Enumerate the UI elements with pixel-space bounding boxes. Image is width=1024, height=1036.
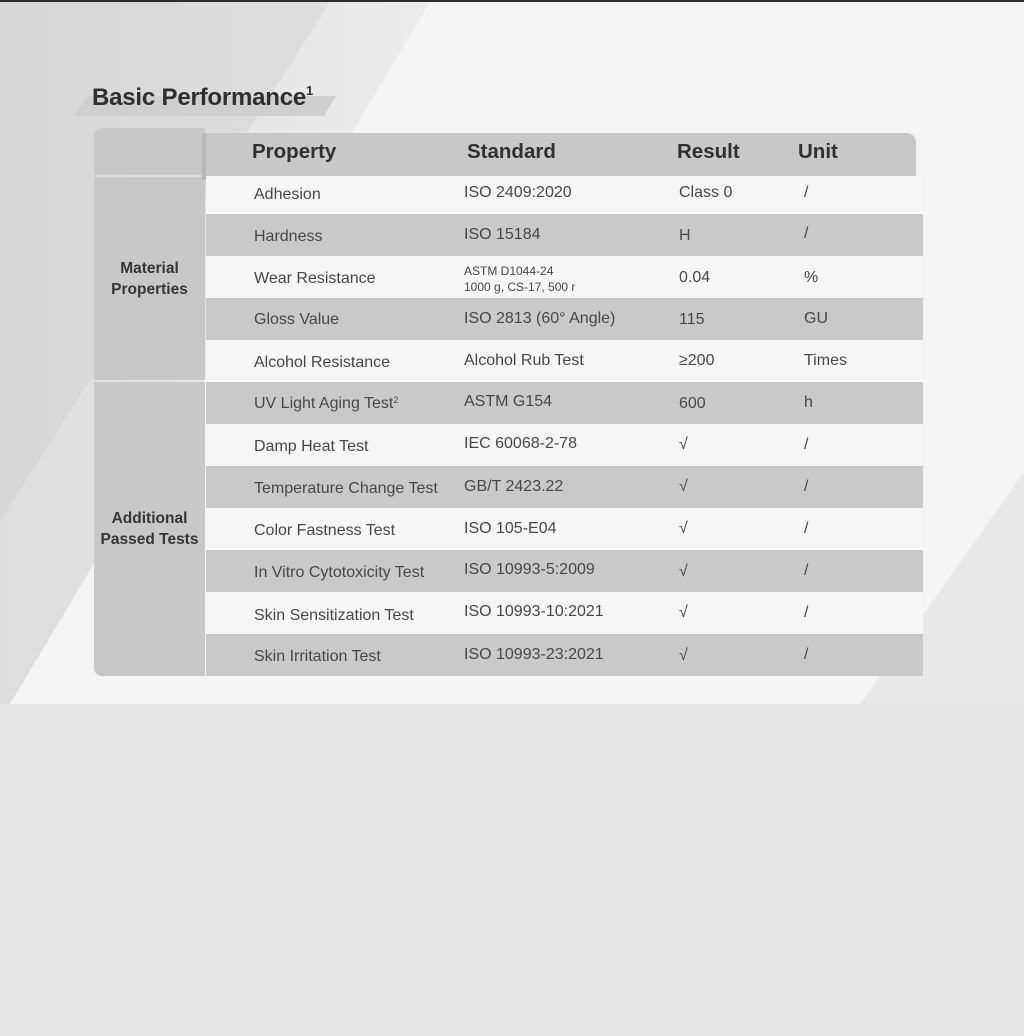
cell-result: H [679, 227, 691, 244]
group-label-line: Material [120, 259, 179, 277]
cell-unit: / [804, 562, 809, 579]
cell-result: √ [679, 604, 688, 621]
cell-property [254, 395, 398, 413]
cell-standard: ISO 105-E04 [464, 520, 557, 537]
cell-standard: IEC 60068-2-78 [464, 435, 577, 452]
table-row [206, 176, 923, 218]
cell-result: 115 [679, 311, 705, 328]
cell-unit: Times [804, 352, 847, 369]
section-title [92, 84, 313, 112]
table-row [206, 256, 923, 298]
table-row [206, 382, 923, 424]
cell-property: Hardness [254, 228, 323, 245]
cell-property: Damp Heat Test [254, 438, 369, 455]
cell-standard [464, 263, 575, 295]
group-label-line: Properties [111, 280, 188, 298]
cell-result: ≥200 [679, 352, 715, 369]
cell-unit: / [804, 520, 809, 537]
title-footnote-marker: 1 [306, 83, 314, 98]
table-row [206, 214, 923, 256]
cell-unit: h [804, 394, 813, 411]
cell-property: Skin Irritation Test [254, 648, 381, 665]
table-row [206, 340, 923, 382]
header-standard: Standard [467, 140, 556, 163]
cell-standard-line: ASTM D1044-24 [464, 264, 554, 278]
table-header-row [202, 133, 916, 180]
cell-standard: ISO 2813 (60° Angle) [464, 310, 616, 327]
cell-result: √ [679, 436, 688, 453]
cell-property: Wear Resistance [254, 270, 376, 287]
cell-standard: ISO 10993-5:2009 [464, 561, 595, 578]
cell-unit: / [804, 225, 809, 242]
section-title-text: Basic Performance [92, 84, 307, 111]
cell-result: √ [679, 647, 688, 664]
table-row [206, 634, 923, 676]
cell-property: Adhesion [254, 186, 321, 203]
cell-standard: ISO 15184 [464, 226, 541, 243]
cell-standard: ASTM G154 [464, 393, 553, 410]
cell-property: In Vitro Cytotoxicity Test [254, 564, 425, 581]
cell-property: Alcohol Resistance [254, 354, 391, 371]
table-row [206, 466, 923, 508]
table-row [206, 424, 923, 466]
cell-unit: / [804, 604, 809, 621]
table-row [206, 298, 923, 340]
cell-standard: ISO 10993-23:2021 [464, 646, 604, 663]
cell-property: Color Fastness Test [254, 522, 396, 539]
cell-unit: / [804, 436, 809, 453]
cell-unit: / [804, 646, 809, 663]
cell-property: Skin Sensitization Test [254, 607, 414, 624]
cell-result: 600 [679, 395, 706, 412]
cell-result: √ [679, 478, 688, 495]
cell-unit: / [804, 184, 809, 201]
cell-result: √ [679, 520, 688, 537]
cell-result: Class 0 [679, 184, 733, 201]
header-unit: Unit [798, 140, 838, 163]
table-row [206, 592, 923, 634]
cell-standard: Alcohol Rub Test [464, 352, 584, 369]
cell-standard-line: 1000 g, CS-17, 500 r [464, 280, 576, 294]
group-label-additional-passed-tests [94, 382, 205, 676]
cell-property: Gloss Value [254, 311, 340, 328]
group-label-material-properties [94, 177, 205, 380]
property-footnote-marker: 2 [393, 395, 399, 405]
group-label-line: Additional [111, 510, 188, 527]
table-row [206, 508, 923, 550]
group-column-header [94, 128, 205, 175]
cell-unit: / [804, 478, 809, 495]
cell-standard: GB/T 2423.22 [464, 478, 564, 495]
cell-property-text: UV Light Aging Test [254, 395, 394, 412]
cell-result: √ [679, 563, 688, 580]
cell-result: 0.04 [679, 269, 711, 286]
section-title-block [74, 82, 374, 116]
cell-standard: ISO 10993-10:2021 [464, 603, 604, 620]
cell-standard: ISO 2409:2020 [464, 184, 572, 201]
group-label-line: Passed Tests [100, 531, 199, 548]
cell-unit: GU [804, 310, 828, 327]
cell-property: Temperature Change Test [254, 480, 438, 497]
cell-unit: % [804, 269, 819, 286]
table-row [206, 550, 923, 592]
header-result: Result [677, 140, 740, 163]
header-property: Property [252, 140, 337, 163]
